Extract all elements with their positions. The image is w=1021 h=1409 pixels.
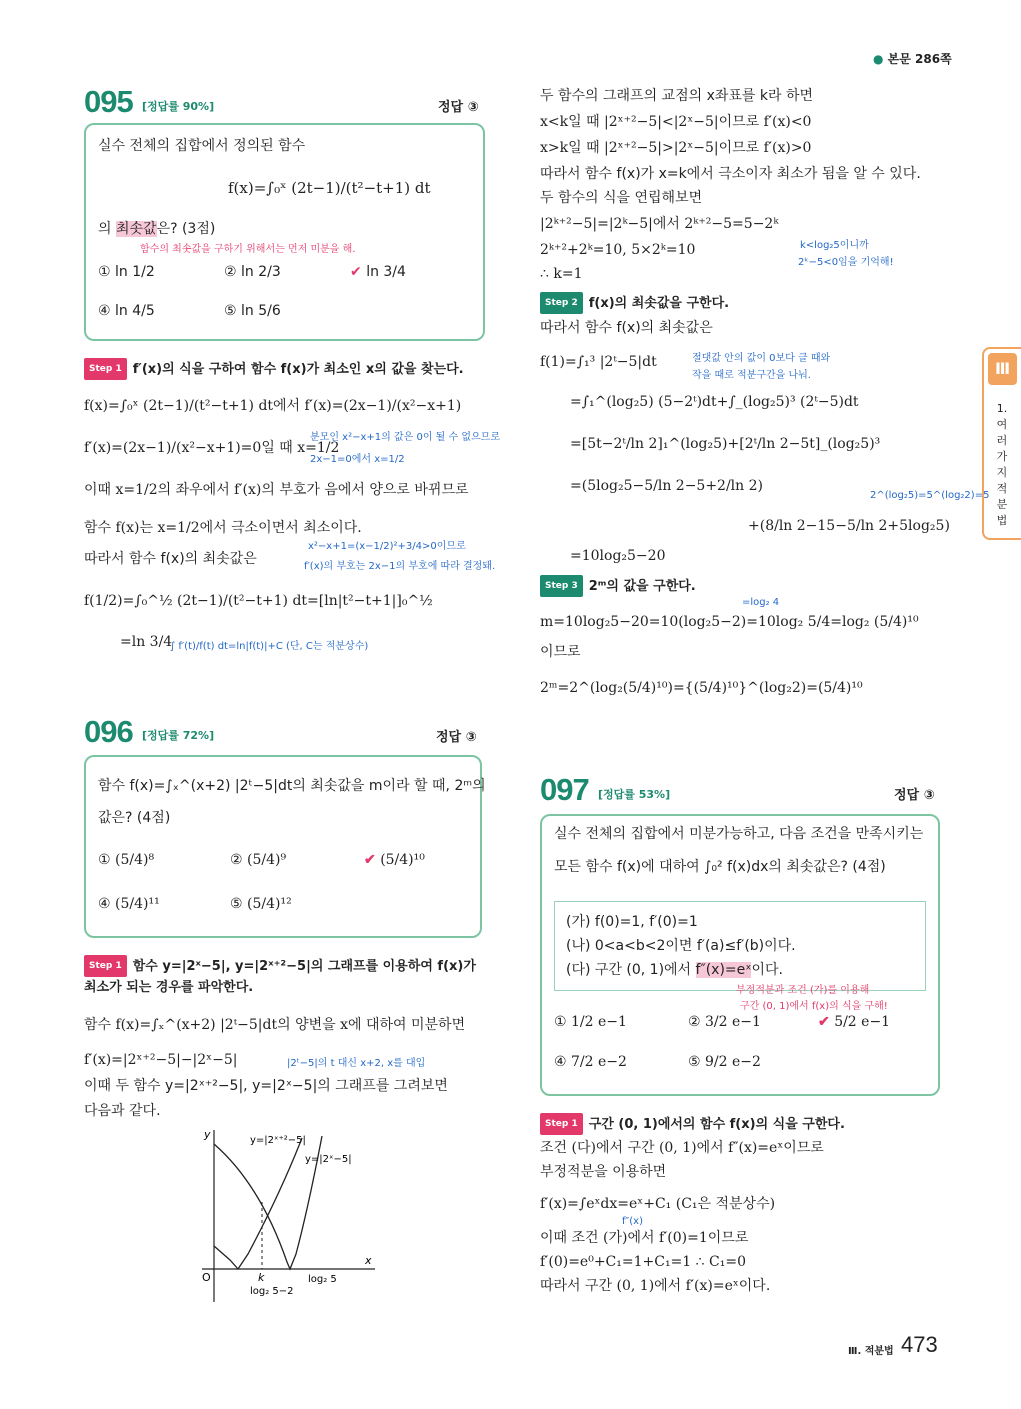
solution-line: 따라서 함수 f(x)가 x=k에서 극소이자 최소가 됨을 알 수 있다. [540, 166, 921, 182]
solution-line: f(1/2)=∫₀^½ (2t−1)/(t²−t+1) dt=[ln|t²−t+1|]₀^½ [84, 593, 433, 609]
option-2[interactable]: ② (5/4)⁹ [230, 852, 287, 868]
note: 2^(log₂5)=5^(log₂2)=5 [870, 490, 990, 501]
solution-line: f′(x)=(2x−1)/(x²−x+1)=0일 때 x=1/2 [84, 440, 340, 456]
solution-line: x<k일 때 |2ˣ⁺²−5|<|2ˣ−5|이므로 f′(x)<0 [540, 114, 812, 130]
note: 2x−1=0에서 x=1/2 [310, 454, 405, 465]
solution-line: 함수 f(x)는 x=1/2에서 극소이면서 최소이다. [84, 520, 362, 536]
option-1[interactable]: ① (5/4)⁸ [98, 852, 155, 868]
footer-chapter: Ⅲ. 적분법 [848, 1346, 894, 1357]
solution-line: 두 함수의 식을 연립해보면 [540, 190, 703, 206]
option-4[interactable]: ④ (5/4)¹¹ [98, 896, 160, 912]
question-number: 095 [84, 84, 133, 119]
check-icon: ✔ [818, 1014, 830, 1030]
curve-label: y=|2ˣ⁺²−5| [250, 1135, 306, 1146]
note: =log₂ 4 [742, 597, 780, 608]
solution-line: x>k일 때 |2ˣ⁺²−5|>|2ˣ−5|이므로 f′(x)>0 [540, 140, 812, 156]
solution-line: 따라서 함수 f(x)의 최솟값은 [84, 551, 257, 567]
hint-note: 구간 (0, 1)에서 f(x)의 식을 구해! [740, 1001, 888, 1012]
x-axis-label: x [365, 1254, 372, 1267]
option-1[interactable]: ① 1/2 e−1 [554, 1014, 627, 1030]
note: f′(x)의 부호는 2x−1의 부호에 따라 결정돼. [304, 561, 496, 572]
solution-line: 이므로 [540, 644, 581, 660]
note: 작을 때로 적분구간을 나눠. [692, 370, 811, 381]
note: 분모인 x²−x+1의 값은 0이 될 수 없으므로 [310, 432, 500, 443]
question-text: 함수 f(x)=∫ₓ^(x+2) |2ᵗ−5|dt의 최솟값을 m이라 할 때, 2ᵐ의 [98, 778, 486, 794]
correct-rate: [정답률 53%] [598, 788, 671, 801]
option-3[interactable]: ✔ (5/4)¹⁰ [364, 852, 425, 868]
solution-line: m=10log₂5−20=10(log₂5−2)=10log₂ 5/4=log₂ (5/4)¹⁰ [540, 614, 919, 630]
solution-line: 두 함수의 그래프의 교점의 x좌표를 k라 하면 [540, 88, 814, 104]
solution-line: 따라서 함수 f(x)의 최솟값은 [540, 320, 713, 336]
option-4[interactable]: ④ ln 4/5 [98, 303, 155, 319]
option-1[interactable]: ① ln 1/2 [98, 264, 155, 280]
answer-label: 정답 ③ [438, 100, 479, 115]
step-heading: Step 1 함수 y=|2ˣ−5|, y=|2ˣ⁺²−5|의 그래프를 이용하여 f(x)가 [84, 955, 476, 977]
note: k<log₂5이니까 [800, 240, 869, 251]
solution-line: 따라서 구간 (0, 1)에서 f′(x)=eˣ이다. [540, 1278, 771, 1294]
condition-a: (가) f(0)=1, f′(0)=1 [566, 914, 698, 930]
solution-line: 2ᵏ⁺²+2ᵏ=10, 5×2ᵏ=10 [540, 242, 696, 258]
hint-note: 함수의 최솟값을 구하기 위해서는 먼저 미분을 해. [140, 244, 356, 255]
note: |2ᵗ−5|의 t 대신 x+2, x를 대입 [287, 1058, 426, 1069]
option-3[interactable]: ✔ ln 3/4 [350, 264, 406, 280]
chapter-number: Ⅲ [988, 353, 1017, 385]
question-number: 096 [84, 714, 133, 749]
question-formula: f(x)=∫₀ˣ (2t−1)/(t²−t+1) dt [228, 179, 431, 197]
tick-label: log₂ 5 [308, 1274, 337, 1285]
question-text: 의 최솟값은? (3점) [98, 221, 216, 237]
answer-label: 정답 ③ [894, 788, 935, 803]
check-icon: ✔ [364, 852, 376, 868]
curve-label: y=|2ˣ−5| [305, 1154, 352, 1165]
solution-line: 조건 (다)에서 구간 (0, 1)에서 f″(x)=eˣ이므로 [540, 1140, 824, 1156]
solution-line: =10log₂5−20 [570, 548, 666, 564]
chapter-tab[interactable] [982, 347, 1021, 540]
solution-line: +(8/ln 2−15−5/ln 2+5log₂5) [748, 518, 950, 534]
chapter-title: 1.여러가지적분법 [996, 402, 1008, 527]
page-ref: ● 본문 286쪽 [873, 52, 952, 66]
option-4[interactable]: ④ 7/2 e−2 [554, 1054, 627, 1070]
solution-line: |2ᵏ⁺²−5|=|2ᵏ−5|에서 2ᵏ⁺²−5=5−2ᵏ [540, 216, 779, 232]
answer-label: 정답 ③ [436, 730, 477, 745]
correct-rate: [정답률 90%] [142, 100, 215, 113]
solution-line: 이때 두 함수 y=|2ˣ⁺²−5|, y=|2ˣ−5|의 그래프를 그려보면 [84, 1078, 448, 1094]
option-5[interactable]: ⑤ 9/2 e−2 [688, 1054, 761, 1070]
step-heading: 최소가 되는 경우를 파악한다. [84, 980, 254, 995]
option-2[interactable]: ② ln 2/3 [224, 264, 281, 280]
question-text: 값은? (4점) [98, 810, 171, 826]
option-3[interactable]: ✔ 5/2 e−1 [818, 1014, 891, 1030]
solution-line: 부정적분을 이용하면 [540, 1164, 667, 1180]
solution-line: 이때 조건 (가)에서 f′(0)=1이므로 [540, 1230, 749, 1246]
solution-line: =∫₁^(log₂5) (5−2ᵗ)dt+∫_(log₂5)³ (2ᵗ−5)dt [570, 394, 859, 410]
note: 2ᵏ−5<0임을 기억해! [798, 257, 894, 268]
origin-label: O [202, 1271, 211, 1284]
solution-line: =(5log₂5−5/ln 2−5+2/ln 2) [570, 478, 763, 494]
step-heading: Step 1 구간 (0, 1)에서의 함수 f(x)의 식을 구한다. [540, 1113, 845, 1135]
page-number: 473 [901, 1332, 938, 1357]
correct-rate: [정답률 72%] [142, 729, 215, 742]
solution-line: ∴ k=1 [540, 266, 583, 282]
note: x²−x+1=(x−1/2)²+3/4>0이므로 [308, 541, 466, 552]
step-heading: Step 2 f(x)의 최솟값을 구한다. [540, 292, 729, 314]
question-text: 실수 전체의 집합에서 미분가능하고, 다음 조건을 만족시키는 [554, 826, 924, 842]
solution-line: 이때 x=1/2의 좌우에서 f′(x)의 부호가 음에서 양으로 바뀌므로 [84, 482, 469, 498]
solution-line: 함수 f(x)=∫ₓ^(x+2) |2ᵗ−5|dt의 양변을 x에 대하여 미분하면 [84, 1017, 466, 1033]
solution-line: 2ᵐ=2^(log₂(5/4)¹⁰)={(5/4)¹⁰}^(log₂2)=(5/4)¹⁰ [540, 680, 863, 696]
solution-line: 다음과 같다. [84, 1103, 161, 1119]
condition-c: (다) 구간 (0, 1)에서 f″(x)=eˣ이다. [566, 962, 783, 978]
circle-icon: ● [873, 52, 884, 66]
solution-line: f′(x)=|2ˣ⁺²−5|−|2ˣ−5| [84, 1052, 238, 1068]
solution-line: f′(x)=∫eˣdx=eˣ+C₁ (C₁은 적분상수) [540, 1196, 776, 1212]
note: ∫ f′(t)/f(t) dt=ln|f(t)|+C (단, C는 적분상수) [170, 641, 369, 652]
solution-line: f′(0)=e⁰+C₁=1+C₁=1 ∴ C₁=0 [540, 1254, 746, 1270]
step-heading: Step 1 f′(x)의 식을 구하여 함수 f(x)가 최소인 x의 값을 찾는다. [84, 358, 464, 380]
solution-line: =[5t−2ᵗ/ln 2]₁^(log₂5)+[2ᵗ/ln 2−5t]_(log₂5)³ [570, 436, 881, 452]
solution-line: f(x)=∫₀ˣ (2t−1)/(t²−t+1) dt에서 f′(x)=(2x−1)/(x²−x+1) [84, 398, 462, 414]
question-number: 097 [540, 772, 589, 807]
check-icon: ✔ [350, 264, 362, 280]
y-axis-label: y [204, 1128, 211, 1141]
option-2[interactable]: ② 3/2 e−1 [688, 1014, 761, 1030]
k-label: k [258, 1271, 265, 1284]
note: 절댓값 안의 값이 0보다 클 때와 [692, 353, 831, 364]
solution-line: f(1)=∫₁³ |2ᵗ−5|dt [540, 354, 657, 370]
solution-line: =ln 3/4 [120, 634, 173, 650]
condition-b: (나) 0<a<b<2이면 f′(a)≤f′(b)이다. [566, 938, 796, 954]
option-5[interactable]: ⑤ ln 5/6 [224, 303, 281, 319]
question-text: 모든 함수 f(x)에 대하여 ∫₀² f(x)dx의 최솟값은? (4점) [554, 859, 886, 875]
step-heading: Step 3 2ᵐ의 값을 구한다. [540, 575, 696, 597]
graph [190, 1124, 380, 1304]
question-text: 실수 전체의 집합에서 정의된 함수 [98, 138, 306, 154]
note: f″(x) [622, 1216, 643, 1227]
hint-note: 부정적분과 조건 (가)를 이용해 [736, 985, 870, 996]
tick-label: log₂ 5−2 [250, 1286, 294, 1297]
option-5[interactable]: ⑤ (5/4)¹² [230, 896, 292, 912]
